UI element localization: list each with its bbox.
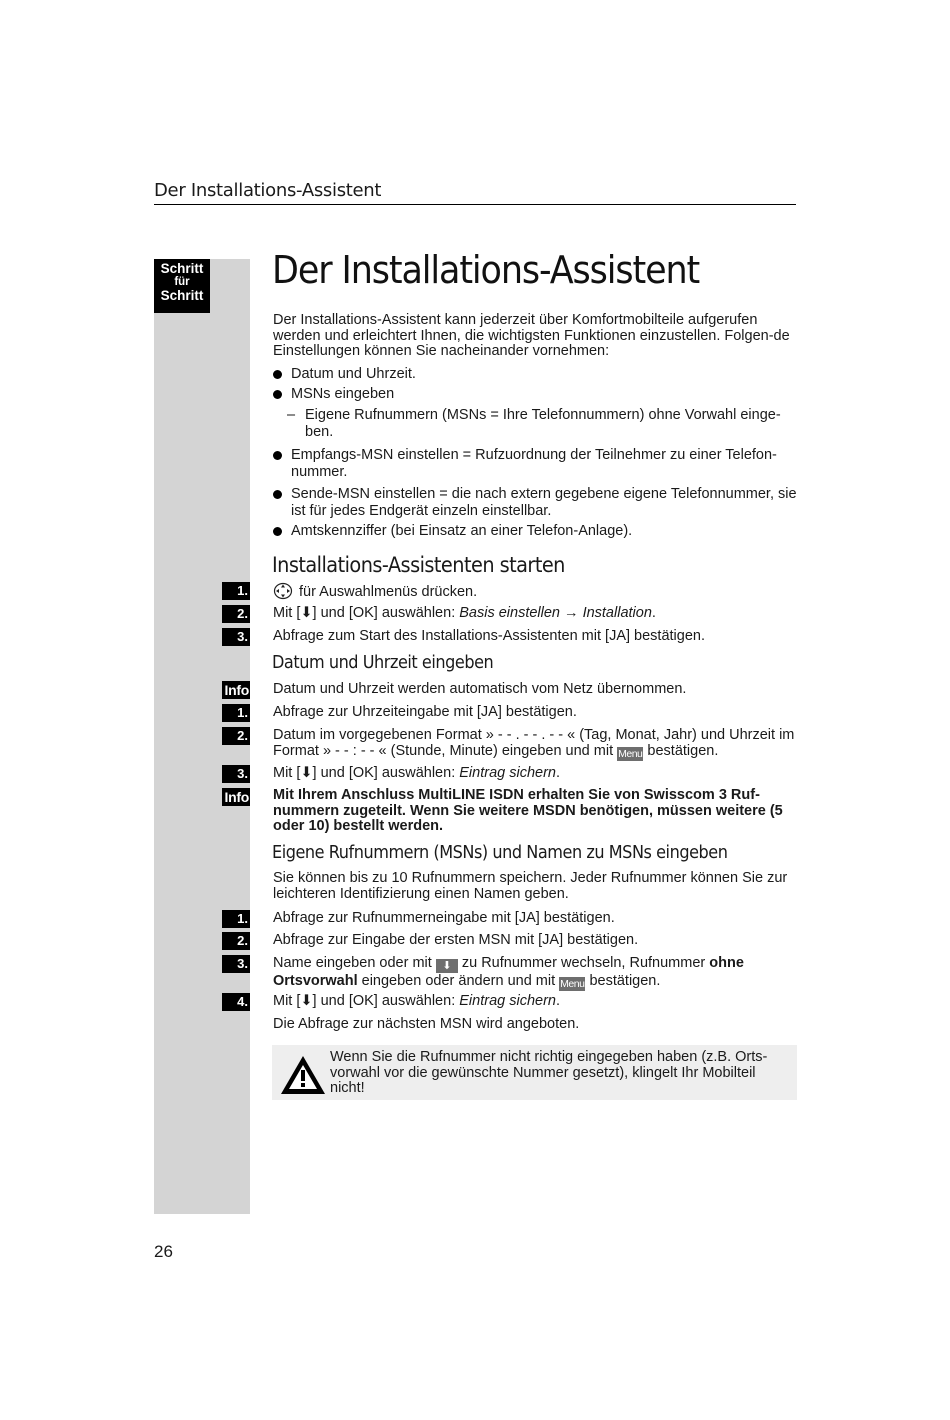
- bullet-text: MSNs eingeben: [291, 386, 395, 402]
- intro-paragraph: Der Installations-Assistent kann jederzeit über Komfortmobilteile aufgerufen werden und erleichtert Ihnen, die wichtigsten Funktionen einzustellen. Folgen-de Einstellungen können Sie nacheinander vornehmen:: [273, 312, 790, 359]
- running-head: Der Installations-Assistent: [154, 180, 382, 201]
- bullet-item: [273, 366, 798, 383]
- bullet-icon: [273, 490, 282, 499]
- warning-icon: [278, 1053, 328, 1097]
- bullet-icon: [273, 527, 282, 536]
- msn-intro: Sie können bis zu 10 Rufnummern speichern. Jeder Rufnummer können Sie zur leichteren Identifizierung einen Namen geben.: [273, 870, 788, 902]
- down-key-icon: ⬇: [436, 959, 458, 973]
- step-marker: 1.: [222, 704, 250, 722]
- step-marker: 1.: [222, 910, 250, 928]
- step-by-step-badge: [154, 259, 210, 313]
- bullet-icon: [273, 451, 282, 460]
- warning-text: Wenn Sie die Rufnummer nicht richtig eingegeben haben (z.B. Orts-vorwahl vor die gewünschte Nummer gesetzt), klingelt Ihr Mobilteil nicht!: [330, 1049, 768, 1096]
- down-arrow-icon: ⬇: [300, 765, 313, 781]
- warning-box: [272, 1045, 797, 1100]
- step-text: Abfrage zur Rufnummerneingabe mit [JA] bestätigen.: [273, 910, 615, 926]
- bullet-icon: [273, 370, 282, 379]
- info-marker: Info: [222, 681, 250, 699]
- step-marker: 2.: [222, 727, 250, 745]
- bullet-text: Sende-MSN einstellen = die nach extern gegebene eigene Telefonnummer, sie ist für jedes Endgerät einzeln einstellbar.: [291, 486, 797, 519]
- badge-line-1: Schritt: [160, 261, 204, 276]
- menu-key-icon: Menu: [560, 978, 585, 990]
- page-title: Der Installations-Assistent: [272, 248, 700, 292]
- step-marker: 2.: [222, 932, 250, 950]
- section-heading-date: Datum und Uhrzeit eingeben: [272, 653, 494, 673]
- bullet-text: Empfangs-MSN einstellen = Rufzuordnung der Teilnehmer zu einer Telefon-nummer.: [291, 447, 777, 480]
- step-marker: 3.: [222, 955, 250, 973]
- step-marker: 4.: [222, 993, 250, 1011]
- dash-mark: –: [287, 407, 296, 423]
- bullet-icon: [273, 390, 282, 399]
- dash-item: [287, 407, 798, 440]
- step-marker: 2.: [222, 605, 250, 623]
- step-label: für Auswahlmenüs drücken.: [299, 584, 478, 600]
- step-text: Abfrage zum Start des Installations-Assistenten mit [JA] bestätigen.: [273, 628, 705, 644]
- dash-text: Eigene Rufnummern (MSNs = Ihre Telefonnummern) ohne Vorwahl einge-ben.: [305, 407, 781, 440]
- info-text: Datum und Uhrzeit werden automatisch vom Netz übernommen.: [273, 681, 687, 697]
- bullet-item: [273, 486, 798, 519]
- step-text: [273, 582, 798, 600]
- step-marker: 3.: [222, 765, 250, 783]
- info-marker: Info: [222, 788, 250, 806]
- step-text: Mit [⬇] und [OK] auswählen: Eintrag sichern.: [273, 993, 560, 1009]
- header-rule: [154, 204, 796, 205]
- badge-line-2: für: [174, 276, 190, 288]
- msn-outro: Die Abfrage zur nächsten MSN wird angeboten.: [273, 1016, 580, 1032]
- step-text: Abfrage zur Uhrzeiteingabe mit [JA] bestätigen.: [273, 704, 577, 720]
- step-text: Abfrage zur Eingabe der ersten MSN mit [JA] bestätigen.: [273, 932, 639, 948]
- down-arrow-icon: ⬇: [300, 605, 313, 621]
- down-arrow-icon: ⬇: [300, 993, 313, 1009]
- bullet-item: [273, 523, 798, 540]
- section-heading-start: Installations-Assistenten starten: [272, 553, 565, 577]
- bullet-text: Datum und Uhrzeit.: [291, 366, 416, 382]
- section-heading-msn: Eigene Rufnummern (MSNs) und Namen zu MSNs eingeben: [272, 843, 728, 863]
- step-text: Mit [⬇] und [OK] auswählen: Eintrag sichern.: [273, 765, 560, 781]
- bullet-item: [273, 386, 798, 403]
- page-number: 26: [154, 1242, 173, 1261]
- badge-line-3: Schritt: [160, 288, 204, 303]
- step-text: Mit [⬇] und [OK] auswählen: Basis einstellen → Installation.: [273, 605, 656, 621]
- info-text-bold: Mit Ihrem Anschluss MultiLINE ISDN erhalten Sie von Swisscom 3 Ruf-nummern zugeteilt. Wenn Sie weitere MSDN benötigen, müssen weitere (5 oder 10) bestellt werden.: [273, 787, 783, 834]
- step-text: Name eingeben oder mit ⬇ zu Rufnummer wechseln, Rufnummer ohne Ortsvorwahl eingeben oder ändern und mit Menu bestätigen.: [273, 955, 744, 990]
- step-marker: 1.: [222, 582, 250, 600]
- navigation-key-icon: [273, 582, 293, 600]
- step-marker: 3.: [222, 628, 250, 646]
- menu-key-icon: Menu: [618, 748, 643, 760]
- bullet-item: [273, 447, 798, 480]
- bullet-text: Amtskennziffer (bei Einsatz an einer Telefon-Anlage).: [291, 523, 633, 539]
- step-text: Datum im vorgegebenen Format » - - . - - . - - « (Tag, Monat, Jahr) und Uhrzeit im Format » - - : - - « (Stunde, Minute) eingeben und mit Menu bestätigen.: [273, 727, 795, 760]
